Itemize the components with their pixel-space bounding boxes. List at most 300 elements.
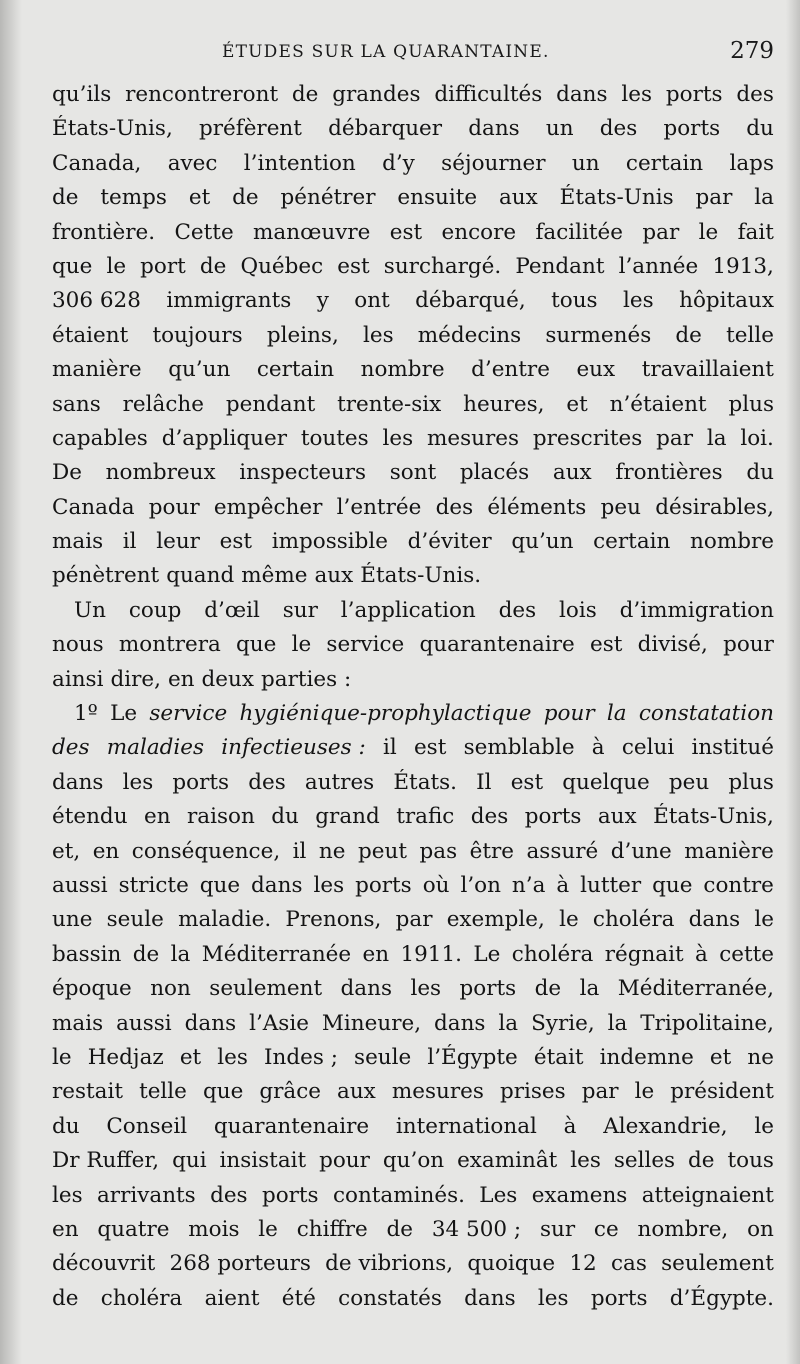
word: aussi — [52, 872, 108, 898]
word: et — [179, 1044, 202, 1070]
word: qu’ils — [52, 82, 112, 107]
word: États-Unis, — [52, 116, 173, 142]
word: ports — [459, 976, 517, 1002]
word: immigrants — [166, 288, 292, 314]
word: être — [469, 838, 514, 864]
word: autres — [304, 769, 375, 795]
word: Indes ; — [264, 1044, 338, 1070]
word: président — [670, 1079, 774, 1105]
word: les — [122, 769, 154, 795]
word: même — [241, 563, 308, 589]
word: peut — [358, 838, 407, 864]
word: d’appliquer — [161, 425, 287, 451]
word: la — [607, 1010, 628, 1036]
word: divisé, — [637, 632, 708, 658]
word: Syrie, — [531, 1010, 595, 1036]
word: exemple, — [446, 907, 545, 933]
word: placés — [459, 460, 530, 486]
page-edge-shadow — [786, 0, 800, 1364]
word: cette — [719, 941, 774, 967]
word: infectieuses : — [221, 735, 366, 761]
word: parties : — [260, 666, 352, 692]
word: que — [236, 632, 277, 658]
word: certain — [256, 357, 335, 383]
word: que — [202, 1079, 244, 1105]
word: l’application — [340, 597, 476, 623]
text-line — [52, 766, 774, 800]
word: la — [606, 701, 627, 727]
word: dans — [184, 1010, 237, 1036]
word: pénétrer — [280, 185, 376, 211]
word: la — [498, 1010, 519, 1036]
word: impossible — [271, 529, 388, 555]
word: d’œil — [204, 597, 260, 623]
word: l’on — [460, 872, 501, 898]
word: insistait — [219, 1148, 307, 1174]
word: prises — [499, 1079, 566, 1105]
word: débarquer — [328, 116, 443, 142]
word: peu — [600, 494, 641, 520]
word: on — [747, 1216, 774, 1242]
word: 1911. — [400, 941, 463, 967]
word: 1º — [74, 701, 98, 727]
word: nombre — [360, 357, 445, 383]
text-line — [52, 628, 774, 662]
word: les — [570, 1148, 601, 1174]
word: les — [362, 322, 394, 348]
text-line — [52, 1282, 774, 1316]
word: il — [382, 735, 397, 761]
word: maladies — [106, 735, 205, 761]
word: indemne — [599, 1044, 694, 1070]
word: Canada — [52, 494, 135, 520]
word: loi. — [740, 425, 774, 451]
word: des — [435, 494, 474, 520]
word: étaient — [52, 322, 129, 348]
text-line — [52, 353, 774, 387]
word: avec — [167, 150, 218, 176]
word: de vibrions, — [325, 1251, 454, 1277]
word: quelque — [562, 769, 650, 795]
word: lutter — [580, 872, 642, 898]
word: grâce — [259, 1079, 321, 1105]
word: à — [563, 1113, 577, 1139]
word: mois — [188, 1216, 240, 1242]
word: deux — [201, 666, 254, 692]
word: 306 628 — [52, 288, 141, 314]
word: d’immigration — [619, 597, 774, 623]
word: seule — [354, 1044, 412, 1070]
word: de — [199, 253, 227, 279]
word: surchargé. — [383, 253, 502, 279]
text-line — [52, 938, 774, 972]
text-line — [52, 456, 774, 490]
word: ne — [318, 838, 346, 864]
word: contaminés. — [332, 1182, 465, 1208]
word: le — [291, 632, 312, 658]
word: facilitée — [535, 219, 623, 245]
text-line — [52, 1110, 774, 1144]
word: sur — [539, 1216, 576, 1242]
word: préfèrent — [198, 116, 302, 142]
word: quarantenaire — [213, 1113, 370, 1139]
word: sur — [282, 597, 318, 623]
word: d’y — [382, 150, 415, 176]
word: éléments — [487, 494, 587, 520]
word: manière — [684, 838, 774, 864]
word: du — [746, 460, 774, 486]
word: 12 — [569, 1251, 597, 1277]
word: les — [537, 1285, 569, 1311]
word: à — [695, 941, 708, 967]
word: découvrit — [52, 1251, 156, 1277]
word: encore — [441, 219, 517, 245]
word: les — [52, 1182, 83, 1208]
word: Le — [110, 701, 138, 727]
word: n’a — [511, 872, 546, 898]
word: est — [510, 769, 544, 795]
word: restait — [52, 1079, 124, 1105]
word: pour — [319, 1148, 370, 1174]
word: est — [389, 219, 423, 245]
word: ports — [261, 1182, 319, 1208]
word: en — [362, 941, 390, 967]
word: est — [413, 735, 447, 761]
running-head: ÉTUDES SUR LA QUARANTAINE. — [222, 42, 550, 62]
word: des — [470, 804, 509, 830]
word: séjourner — [441, 150, 546, 176]
word: une — [52, 907, 93, 933]
word: choléra — [511, 941, 594, 967]
word: la — [754, 185, 774, 211]
word: quoique — [467, 1251, 556, 1277]
word: mais — [52, 1010, 104, 1036]
word: prescrites — [532, 425, 643, 451]
word: des — [52, 735, 90, 761]
word: atteignaient — [641, 1182, 774, 1208]
word: de — [291, 82, 319, 107]
word: et — [709, 1044, 732, 1070]
word: 34 500 ; — [431, 1216, 522, 1242]
word: en — [52, 1216, 79, 1242]
word: d’éviter — [407, 529, 492, 555]
word: par — [642, 219, 680, 245]
word: ports — [172, 769, 230, 795]
word: dans — [556, 82, 608, 107]
word: chiffre — [296, 1216, 368, 1242]
text-line — [52, 388, 774, 422]
word: dans — [688, 907, 741, 933]
word: le — [258, 1216, 278, 1242]
word: cas — [610, 1251, 647, 1277]
word: dans — [464, 1285, 516, 1311]
word: fait — [737, 219, 774, 245]
word: hygiénique-prophylactique — [239, 701, 532, 727]
word: qui — [172, 1148, 207, 1174]
binding-shadow — [0, 0, 22, 1364]
word: plus — [728, 391, 774, 417]
word: été — [281, 1285, 316, 1311]
word: port — [140, 253, 186, 279]
word: constatés — [338, 1285, 442, 1311]
word: international — [395, 1113, 537, 1139]
word: du — [746, 116, 774, 142]
word: que — [199, 872, 241, 898]
word: que — [52, 253, 93, 279]
word: mesures — [391, 1079, 484, 1105]
word: un — [545, 116, 574, 142]
word: travaillaient — [641, 357, 774, 383]
word: les — [410, 976, 442, 1002]
word: la — [170, 941, 191, 967]
word: dans — [52, 769, 104, 795]
word: époque — [52, 976, 132, 1002]
word: États-Unis. — [360, 563, 482, 589]
text-line — [52, 181, 774, 215]
word: les — [621, 82, 653, 107]
word: en — [143, 804, 171, 830]
word: l’année — [618, 253, 699, 279]
word: pas — [419, 838, 458, 864]
word: Cette — [174, 219, 234, 245]
word: d’entre — [471, 357, 550, 383]
word: le — [106, 253, 127, 279]
word: surmenés — [545, 322, 652, 348]
word: y — [316, 288, 329, 314]
word: États-Unis, — [653, 804, 774, 830]
word: l’intention — [243, 150, 356, 176]
word: pour — [543, 701, 595, 727]
word: frontières — [615, 460, 723, 486]
word: pour — [148, 494, 200, 520]
word: telle — [139, 1079, 187, 1105]
word: ports — [524, 804, 582, 830]
word: l’entrée — [336, 494, 422, 520]
text-line — [52, 663, 774, 697]
text-line — [52, 731, 774, 765]
word: ensuite — [397, 185, 478, 211]
word: seule — [106, 907, 164, 933]
word: par — [395, 907, 433, 933]
word: le — [698, 219, 719, 245]
text-line — [52, 1075, 774, 1109]
word: quarantenaire — [419, 632, 575, 658]
word: était — [533, 1044, 584, 1070]
text-line — [52, 1213, 774, 1247]
word: certain — [625, 150, 704, 176]
word: et — [188, 185, 211, 211]
word: maladie. — [178, 907, 272, 933]
word: débarqué, — [415, 288, 526, 314]
word: il — [292, 838, 307, 864]
word: sont — [389, 460, 437, 486]
word: Dr Ruffer, — [52, 1148, 160, 1174]
word: lois — [559, 597, 597, 623]
word: pénètrent — [52, 563, 160, 589]
word: du — [271, 804, 299, 830]
word: des — [599, 116, 638, 142]
word: qu’on — [382, 1148, 445, 1174]
word: nombre — [690, 529, 774, 555]
word: service — [149, 701, 228, 727]
word: relâche — [122, 391, 204, 417]
word: les — [623, 288, 654, 314]
word: les — [313, 872, 345, 898]
word: par — [695, 185, 733, 211]
word: mesures — [427, 425, 520, 451]
word: en — [167, 666, 195, 692]
word: et — [566, 391, 588, 417]
word: Canada, — [52, 150, 142, 176]
word: l’Égypte — [427, 1044, 518, 1070]
word: Québec — [240, 253, 324, 279]
text-line — [52, 147, 774, 181]
word: ainsi — [52, 666, 104, 692]
text-line — [52, 491, 774, 525]
word: peu — [668, 769, 710, 795]
word: inspecteurs — [239, 460, 367, 486]
word: qu’un — [168, 357, 231, 383]
word: aient — [204, 1285, 260, 1311]
word: par — [656, 425, 693, 451]
word: heures, — [463, 391, 545, 417]
word: coup — [128, 597, 182, 623]
word: selles — [613, 1148, 676, 1174]
word: qu’un — [511, 529, 574, 555]
word: Pendant — [515, 253, 605, 279]
text-line — [52, 800, 774, 834]
word: manière — [52, 357, 142, 383]
word: grand — [315, 804, 380, 830]
word: Alexandrie, — [603, 1113, 728, 1139]
text-line — [52, 1179, 774, 1213]
text-line — [52, 697, 774, 731]
word: des — [248, 769, 286, 795]
word: hôpitaux — [679, 288, 774, 314]
word: non — [150, 976, 191, 1002]
text-line — [52, 559, 774, 593]
word: rencontreront — [125, 82, 279, 107]
word: institué — [691, 735, 774, 761]
word: Méditerranée — [201, 941, 352, 967]
word: à — [591, 735, 605, 761]
word: toujours — [152, 322, 243, 348]
word: semblable — [463, 735, 575, 761]
text-line — [52, 112, 774, 146]
text-line — [52, 835, 774, 869]
word: ports — [355, 872, 412, 898]
word: n’étaient — [609, 391, 707, 417]
text-line — [52, 78, 774, 112]
word: contre — [703, 872, 774, 898]
word: ont — [354, 288, 390, 314]
word: choléra — [592, 907, 675, 933]
word: de — [386, 1216, 414, 1242]
word: par — [581, 1079, 619, 1105]
word: constatation — [638, 701, 774, 727]
word: service — [326, 632, 405, 658]
word: d’une — [610, 838, 672, 864]
text-line — [52, 1144, 774, 1178]
word: arrivants — [96, 1182, 196, 1208]
word: que — [652, 872, 693, 898]
word: Le — [473, 941, 501, 967]
word: montrera — [118, 632, 221, 658]
word: les — [217, 1044, 248, 1070]
text-line — [52, 1247, 774, 1281]
word: médecins — [417, 322, 522, 348]
text-line — [52, 1041, 774, 1075]
word: De — [52, 460, 82, 486]
word: Méditerranée, — [617, 976, 774, 1002]
text-line — [52, 422, 774, 456]
word: capables — [52, 425, 148, 451]
word: aussi — [116, 1010, 172, 1036]
word: en — [92, 838, 120, 864]
word: est — [337, 253, 370, 279]
word: États. — [393, 769, 458, 795]
word: mais — [52, 529, 104, 555]
word: désirables, — [655, 494, 774, 520]
text-line — [52, 319, 774, 353]
word: dans — [468, 116, 520, 142]
word: et, — [52, 838, 81, 864]
word: pleins, — [266, 322, 339, 348]
word: 1913, — [712, 253, 774, 279]
word: régnait — [604, 941, 684, 967]
word: le — [754, 1113, 774, 1139]
word: le — [52, 1044, 72, 1070]
word: ports — [590, 1285, 648, 1311]
text-line — [52, 525, 774, 559]
word: de — [52, 185, 79, 211]
word: nombreux — [105, 460, 216, 486]
word: des — [210, 1182, 248, 1208]
text-line — [52, 216, 774, 250]
word: certain — [593, 529, 671, 555]
word: où — [422, 872, 450, 898]
text-line — [52, 972, 774, 1006]
word: sans — [52, 391, 101, 417]
word: dire, — [110, 666, 161, 692]
word: de — [132, 941, 160, 967]
word: des — [736, 82, 774, 107]
word: stricte — [118, 872, 189, 898]
word: nombre, — [637, 1216, 729, 1242]
page-number: 279 — [730, 38, 774, 64]
word: le — [754, 907, 774, 933]
word: temps — [100, 185, 167, 211]
word: il — [122, 529, 137, 555]
word: leur — [156, 529, 200, 555]
word: laps — [729, 150, 774, 176]
page-header — [52, 38, 774, 72]
word: choléra — [100, 1285, 183, 1311]
word: l’Asie — [249, 1010, 309, 1036]
word: dans — [434, 1010, 486, 1036]
word: du — [52, 1113, 80, 1139]
word: la — [706, 425, 727, 451]
word: aux — [552, 460, 592, 486]
word: Hedjaz — [87, 1044, 164, 1070]
word: la — [579, 976, 600, 1002]
text-line — [52, 250, 774, 284]
text-line — [52, 284, 774, 318]
word: conséquence, — [131, 838, 281, 864]
text-line — [52, 594, 774, 628]
word: aux — [337, 1079, 376, 1105]
word: Mineure, — [321, 1010, 422, 1036]
